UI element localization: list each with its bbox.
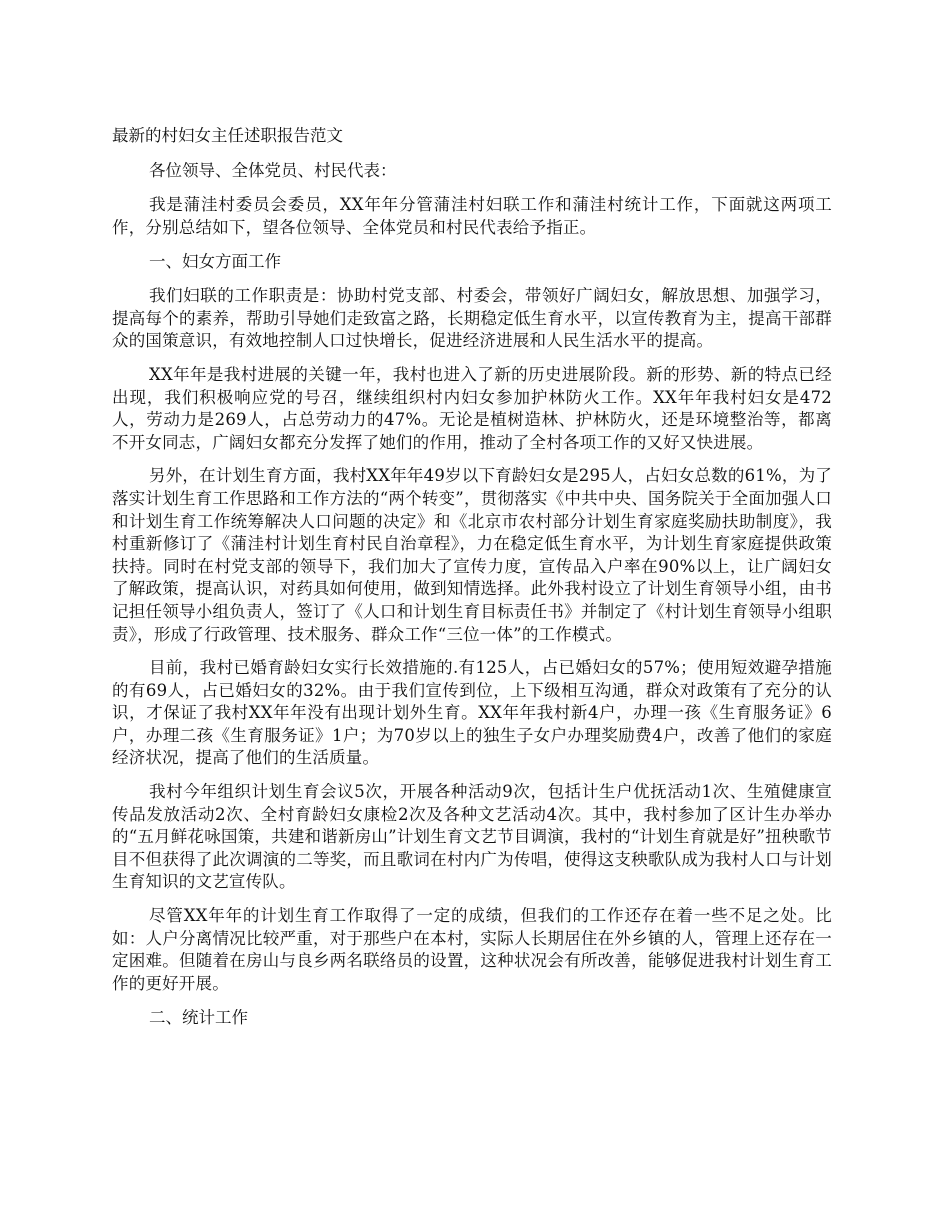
greeting: 各位领导、全体党员、村民代表： — [149, 161, 397, 180]
intro-paragraph: 我是蒲洼村委员会委员，XX年年分管蒲洼村妇联工作和蒲洼村统计工作，下面就这两项工作，分别总结如下，望各位领导、全体党员和村民代表给予指正。 — [112, 195, 832, 237]
paragraph-activities: 我村今年组织计划生育会议5次，开展各种活动9次，包括计生户优抚活动1次、生殖健康宣传品发放活动2次、全村育龄妇女康检2次及各种文艺活动4次。其中，我村参加了区计生办举办的“五月鲜花咏国策，共建和谐新房山”计划生育文艺节目调演，我村的“计划生育就是好”扭秧歌节目不但获得了此次调演的二等奖，而且歌词在村内广为传唱，使得这支秧歌队成为我村人口与计划生育知识的文艺宣传队。 — [112, 782, 832, 892]
document-title: 最新的村妇女主任述职报告范文 — [112, 126, 343, 145]
paragraph-duties: 我们妇联的工作职责是：协助村党支部、村委会，带领好广阔妇女，解放思想、加强学习，提高每个的素养，帮助引导她们走致富之路，长期稳定低生育水平，以宣传教育为主，提高干部群众的国策意识，有效地控制人口过快增长，促进经济进展和人民生活水平的提高。 — [112, 286, 832, 351]
paragraph-family-planning: 另外，在计划生育方面，我村XX年年49岁以下育龄妇女是295人，占妇女总数的61%，为了落实计划生育工作思路和工作方法的“两个转变”，贯彻落实《中共中央、国务院关于全面加强人口和计划生育工作统筹解决人口问题的决定》和《北京市农村部分计划生育家庭奖励扶助制度》，我村重新修订了《蒲洼村计划生育村民自治章程》，力在稳定低生育水平，为计划生育家庭提供政策扶持。同时在村党支部的领导下，我们加大了宣传力度，宣传品入户率在90%以上，让广阔妇女了解政策，提高认识，对药具如何使用，做到知情选择。此外我村设立了计划生育领导小组，由书记担任领导小组负责人，签订了《人口和计划生育目标责任书》并制定了《村计划生育领导小组职责》，形成了行政管理、技术服务、群众工作“三位一体”的工作模式。 — [112, 466, 832, 644]
paragraph-progress: XX年年是我村进展的关键一年，我村也进入了新的历史进展阶段。新的形势、新的特点已经出现，我们积极响应党的号召，继续组织村内妇女参加护林防火工作。XX年年我村妇女是472人，劳动力是269人，占总劳动力的47%。无论是植树造林、护林防火，还是环境整治等，都离不开女同志，广阔妇女都充分发挥了她们的作用，推动了全村各项工作的又好又快进展。 — [112, 364, 832, 452]
section-heading-statistics: 二、统计工作 — [149, 1008, 248, 1028]
document-page — [112, 124, 832, 1041]
paragraph-shortcomings: 尽管XX年年的计划生育工作取得了一定的成绩，但我们的工作还存在着一些不足之处。比如：人户分离情况比较严重，对于那些户在本村，实际人长期居住在外乡镇的人，管理上还存在一定困难。但随着在房山与良乡两名联络员的设置，这种状况会有所改善，能够促进我村计划生育工作的更好开展。 — [112, 906, 832, 993]
paragraph-current-measures: 目前，我村已婚育龄妇女实行长效措施的.有125人，占已婚妇女的57%；使用短效避孕措施的有69人，占已婚妇女的32%。由于我们宣传到位，上下级相互沟通，群众对政策有了充分的认识，才保证了我村XX年年没有出现计划外生育。XX年年我村新4户，办理一孩《生育服务证》6户，办理二孩《生育服务证》1户；为70岁以上的独生子女户办理奖励费4户，改善了他们的家庭经济状况，提高了他们的生活质量。 — [112, 658, 832, 768]
section-heading-women: 一、妇女方面工作 — [149, 252, 281, 272]
